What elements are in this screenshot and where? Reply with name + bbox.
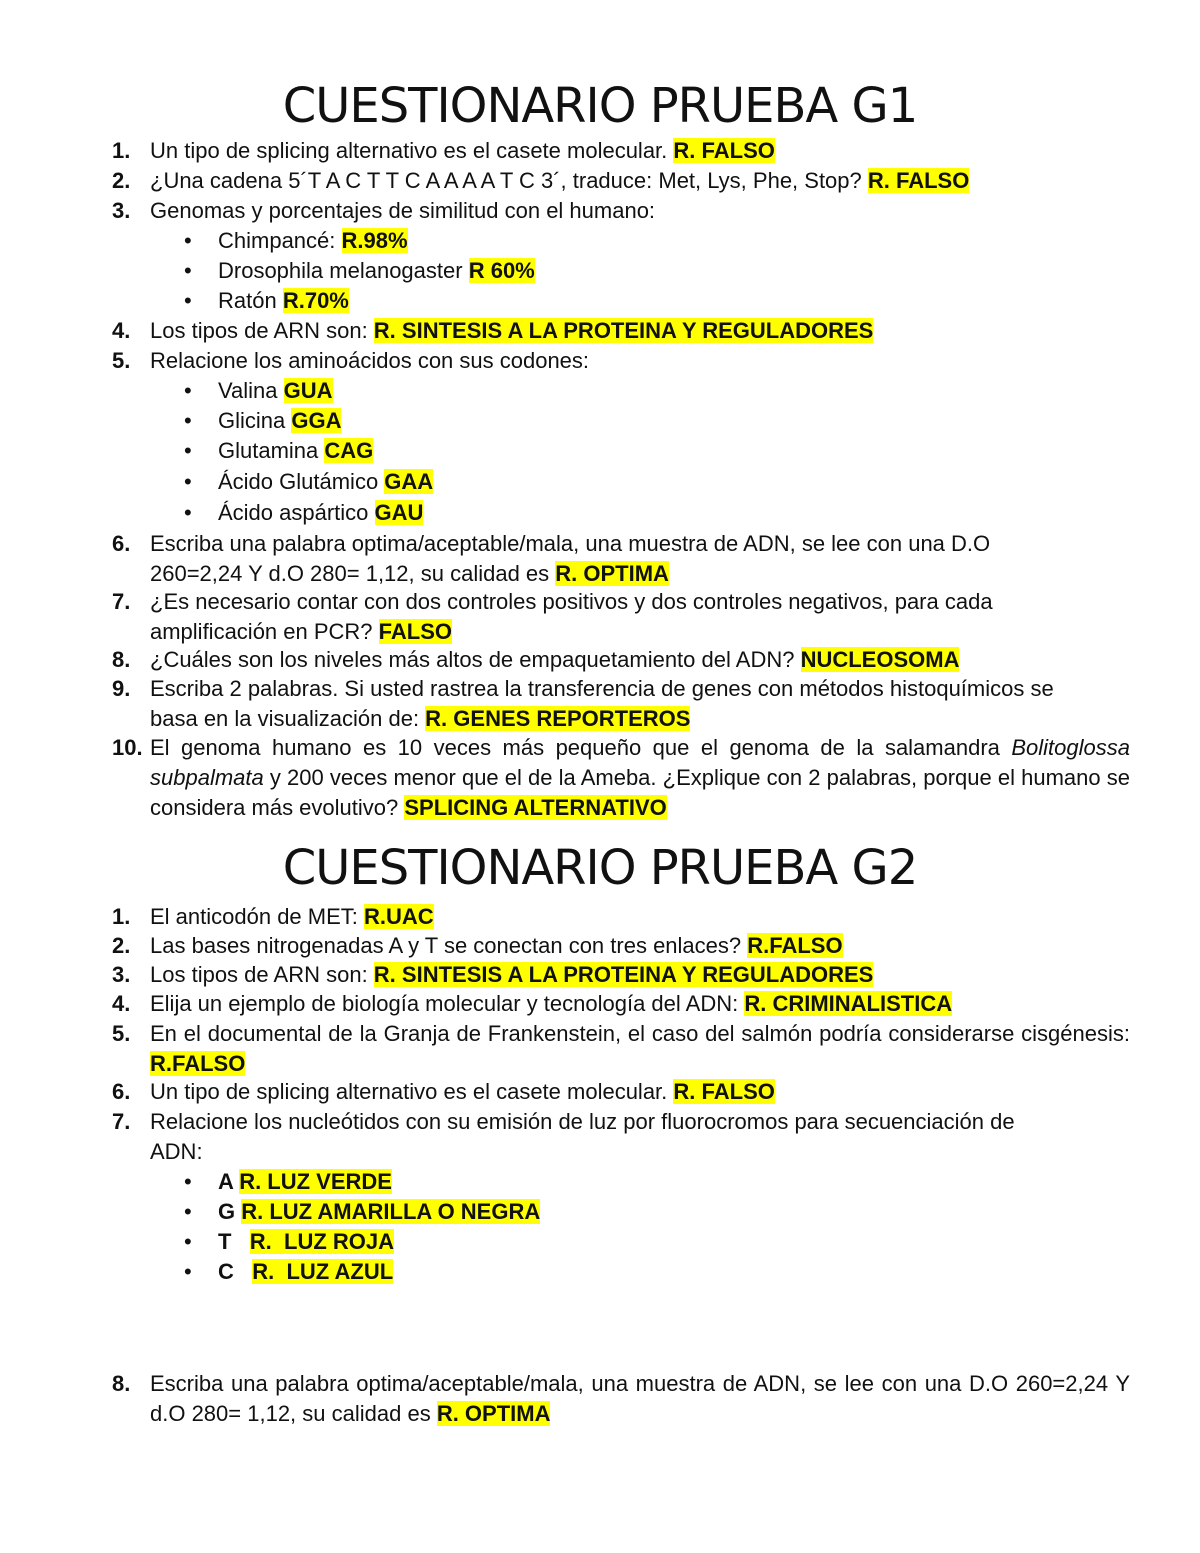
question-g2-3 — [112, 960, 1130, 990]
question-text: Escriba una palabra optima/aceptable/mala, una muestra de ADN, se lee con una D.O 260=2,24 Y d.O 280= 1,12, su calidad es — [150, 1371, 1130, 1426]
question-text: Relacione los nucleótidos con su emisión de luz por fluorocromos para secuenciación de — [150, 1109, 1015, 1134]
answer-highlight: GAA — [384, 469, 434, 494]
answer-highlight: R. CRIMINALISTICA — [744, 991, 953, 1016]
question-number: 2. — [112, 933, 131, 958]
question-text: Un tipo de splicing alternativo es el casete molecular. — [150, 138, 674, 163]
question-g1-4 — [112, 316, 1130, 346]
bullet-icon: • — [184, 1259, 192, 1284]
bullet-icon: • — [184, 469, 192, 494]
bullet-icon: • — [184, 1199, 192, 1224]
question-g1-6 — [112, 529, 1130, 589]
question-g2-4 — [112, 989, 1130, 1019]
list-item — [184, 286, 1090, 316]
bullet-icon: • — [184, 258, 192, 283]
question-number: 4. — [112, 991, 131, 1016]
question-number: 6. — [112, 1079, 131, 1104]
question-g1-7 — [112, 587, 1130, 647]
bullet-icon: • — [184, 500, 192, 525]
bullet-icon: • — [184, 408, 192, 433]
answer-highlight: R. SINTESIS A LA PROTEINA Y REGULADORES — [373, 318, 874, 343]
question-number: 8. — [112, 647, 131, 672]
answer-highlight: GGA — [291, 408, 342, 433]
question-g1-1 — [112, 136, 1130, 166]
answer-highlight: R.FALSO — [747, 933, 843, 958]
question-number: 2. — [112, 168, 131, 193]
answer-highlight: R 60% — [468, 258, 535, 283]
question-number: 5. — [112, 348, 131, 373]
question-g1-8 — [112, 645, 1130, 675]
answer-highlight: R. FALSO — [673, 1079, 775, 1104]
question-text: El genoma humano es 10 veces más pequeño que el genoma de la salamandra — [150, 735, 1012, 760]
question-text: 260=2,24 Y d.O 280= 1,12, su calidad es — [150, 561, 556, 586]
question-text: Elija un ejemplo de biología molecular y tecnología del ADN: — [150, 991, 745, 1016]
question-number: 1. — [112, 138, 131, 163]
list-item — [184, 376, 1090, 406]
question-text: En el documental de la Granja de Frankenstein, el caso del salmón podría considerarse cisgénesis: — [150, 1021, 1130, 1046]
species-name: Bolitoglossa subpalmata — [150, 735, 1130, 790]
question-g1-9 — [112, 674, 1130, 734]
answer-highlight: R. GENES REPORTEROS — [425, 706, 691, 731]
list-item — [184, 467, 1090, 497]
question-text: Un tipo de splicing alternativo es el casete molecular. — [150, 1079, 674, 1104]
item-label: Glutamina — [218, 438, 325, 463]
answer-highlight: R. LUZ VERDE — [239, 1169, 392, 1194]
bullet-icon: • — [184, 288, 192, 313]
answer-highlight: R.98% — [341, 228, 408, 253]
answer-highlight: R.FALSO — [150, 1051, 246, 1076]
question-number: 8. — [112, 1371, 131, 1396]
question-g2-6 — [112, 1077, 1130, 1107]
question-number: 3. — [112, 198, 131, 223]
question-number: 7. — [112, 589, 131, 614]
item-label: Ácido Glutámico — [218, 469, 385, 494]
question-text: basa en la visualización de: — [150, 706, 426, 731]
list-item — [184, 498, 1090, 528]
question-g2-1 — [112, 902, 1130, 932]
question-g2-2 — [112, 931, 1130, 961]
question-number: 1. — [112, 904, 131, 929]
section-title-g1: CUESTIONARIO PRUEBA G1 — [282, 78, 918, 134]
bullet-icon: • — [184, 1169, 192, 1194]
bullet-icon: • — [184, 378, 192, 403]
question-number: 7. — [112, 1109, 131, 1134]
answer-highlight: R. SINTESIS A LA PROTEINA Y REGULADORES — [373, 962, 874, 987]
list-item — [184, 226, 1090, 256]
question-g2-8 — [112, 1369, 1130, 1429]
list-item — [184, 406, 1090, 436]
item-label: T — [218, 1229, 250, 1254]
answer-highlight: CAG — [324, 438, 374, 463]
question-text: Escriba 2 palabras. Si usted rastrea la transferencia de genes con métodos histoquímicos se — [150, 676, 1054, 701]
answer-highlight: GAU — [374, 500, 424, 525]
question-number: 10. — [112, 735, 143, 760]
item-label: Chimpancé: — [218, 228, 342, 253]
question-text: amplificación en PCR? — [150, 619, 379, 644]
question-number: 6. — [112, 531, 131, 556]
question-text: ¿Es necesario contar con dos controles positivos y dos controles negativos, para cada — [150, 589, 993, 614]
answer-highlight: R. LUZ AMARILLA O NEGRA — [241, 1199, 541, 1224]
question-text: ADN: — [150, 1139, 203, 1164]
bullet-icon: • — [184, 438, 192, 463]
answer-highlight: FALSO — [378, 619, 453, 644]
answer-highlight: R.70% — [282, 288, 349, 313]
answer-highlight: NUCLEOSOMA — [800, 647, 960, 672]
item-label: A — [218, 1169, 240, 1194]
answer-highlight: R. LUZ ROJA — [249, 1229, 395, 1254]
question-number: 5. — [112, 1021, 131, 1046]
answer-highlight: R. OPTIMA — [555, 561, 669, 586]
question-g1-2 — [112, 166, 1130, 196]
answer-highlight: R. FALSO — [673, 138, 775, 163]
item-label: Drosophila melanogaster — [218, 258, 469, 283]
section-title-g2: CUESTIONARIO PRUEBA G2 — [282, 840, 918, 896]
question-g1-5 — [112, 346, 1130, 376]
item-label: Valina — [218, 378, 284, 403]
question-g2-7 — [112, 1107, 1130, 1167]
question-g1-10 — [112, 733, 1130, 823]
question-text: El anticodón de MET: — [150, 904, 365, 929]
bullet-icon: • — [184, 228, 192, 253]
question-text: Las bases nitrogenadas A y T se conectan con tres enlaces? — [150, 933, 748, 958]
question-text: Genomas y porcentajes de similitud con el humano: — [150, 198, 656, 223]
question-text: Los tipos de ARN son: — [150, 318, 374, 343]
item-label: Ácido aspártico — [218, 500, 375, 525]
question-text: y 200 veces menor que el de la Ameba. ¿Explique con 2 palabras, porque el humano se considera más evolutivo? — [150, 765, 1130, 820]
list-item — [184, 1227, 1090, 1257]
question-number: 3. — [112, 962, 131, 987]
question-g1-3 — [112, 196, 1130, 226]
answer-highlight: SPLICING ALTERNATIVO — [404, 795, 667, 820]
question-text: ¿Una cadena 5´T A C T T C A A A A T C 3´, traduce: Met, Lys, Phe, Stop? — [150, 168, 868, 193]
item-label: C — [218, 1259, 253, 1284]
question-text: Relacione los aminoácidos con sus codones: — [150, 348, 590, 373]
answer-highlight: GUA — [283, 378, 333, 403]
list-item — [184, 1197, 1090, 1227]
list-item — [184, 256, 1090, 286]
bullet-icon: • — [184, 1229, 192, 1254]
question-text: Escriba una palabra optima/aceptable/mala, una muestra de ADN, se lee con una D.O — [150, 531, 991, 556]
answer-highlight: R. FALSO — [867, 168, 970, 193]
list-item — [184, 1257, 1090, 1287]
question-number: 4. — [112, 318, 131, 343]
item-label: Ratón — [218, 288, 283, 313]
list-item — [184, 1167, 1090, 1197]
item-label: Glicina — [218, 408, 292, 433]
answer-highlight: R. OPTIMA — [436, 1401, 551, 1426]
question-number: 9. — [112, 676, 131, 701]
answer-highlight: R. LUZ AZUL — [252, 1259, 394, 1284]
item-label: G — [218, 1199, 242, 1224]
answer-highlight: R.UAC — [364, 904, 434, 929]
question-text: ¿Cuáles son los niveles más altos de empaquetamiento del ADN? — [150, 647, 801, 672]
question-g2-5 — [112, 1019, 1130, 1079]
question-text: Los tipos de ARN son: — [150, 962, 374, 987]
list-item — [184, 436, 1090, 466]
